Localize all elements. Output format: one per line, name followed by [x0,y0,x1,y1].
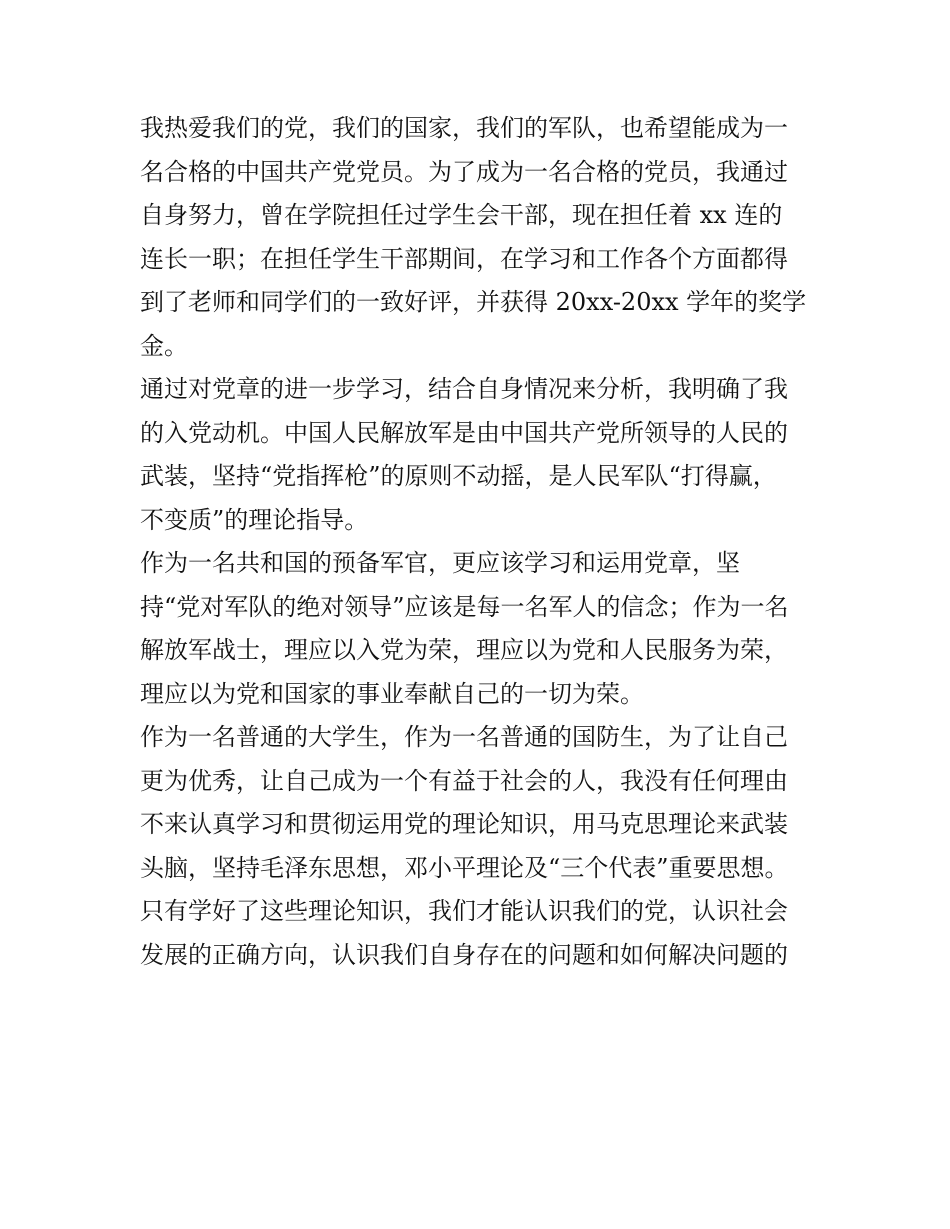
text-line: 持“党对军队的绝对领导”应该是每一名军人的信念；作为一名 [140,592,789,621]
text-line: 金。 [140,331,188,360]
text-line: 的入党动机。中国人民解放军是由中国共产党所领导的人民的 [140,418,788,447]
text-line: 自身努力，曾在学院担任过学生会干部，现在担任着 xx 连的 [140,201,783,229]
document-body [140,107,815,977]
text-line: 连长一职；在担任学生干部期间，在学习和工作各个方面都得 [140,244,788,273]
text-line: 作为一名普通的大学生，作为一名普通的国防生，为了让自己 [140,723,788,751]
text-line: 名合格的中国共产党党员。为了成为一名合格的党员，我通过 [140,157,788,186]
text-line: 发展的正确方向，认识我们自身存在的问题和如何解决问题的 [140,940,788,969]
text-line: 通过对党章的进一步学习，结合自身情况来分析，我明确了我 [140,375,788,403]
text-line: 更为优秀，让自己成为一个有益于社会的人，我没有任何理由 [140,766,788,795]
text-line: 理应以为党和国家的事业奉献自己的一切为荣。 [140,679,644,708]
text-line: 头脑，坚持毛泽东思想，邓小平理论及“三个代表”重要思想。 [140,853,789,882]
text-line: 到了老师和同学们的一致好评，并获得 20xx-20xx 学年的奖学 [140,288,807,316]
text-line: 武装，坚持“党指挥枪”的原则不动摇，是人民军队“打得赢， [140,462,777,490]
text-line: 只有学好了这些理论知识，我们才能认识我们的党，认识社会 [140,897,788,925]
text-line: 解放军战士，理应以入党为荣，理应以为党和人民服务为荣， [140,636,788,664]
text-line: 作为一名共和国的预备军官，更应该学习和运用党章，坚 [140,549,740,577]
text-line: 不来认真学习和贯彻运用党的理论知识，用马克思理论来武装 [140,810,788,838]
text-line: 不变质”的理论指导。 [140,505,369,534]
text-line: 我热爱我们的党，我们的国家，我们的军队，也希望能成为一 [140,114,788,142]
